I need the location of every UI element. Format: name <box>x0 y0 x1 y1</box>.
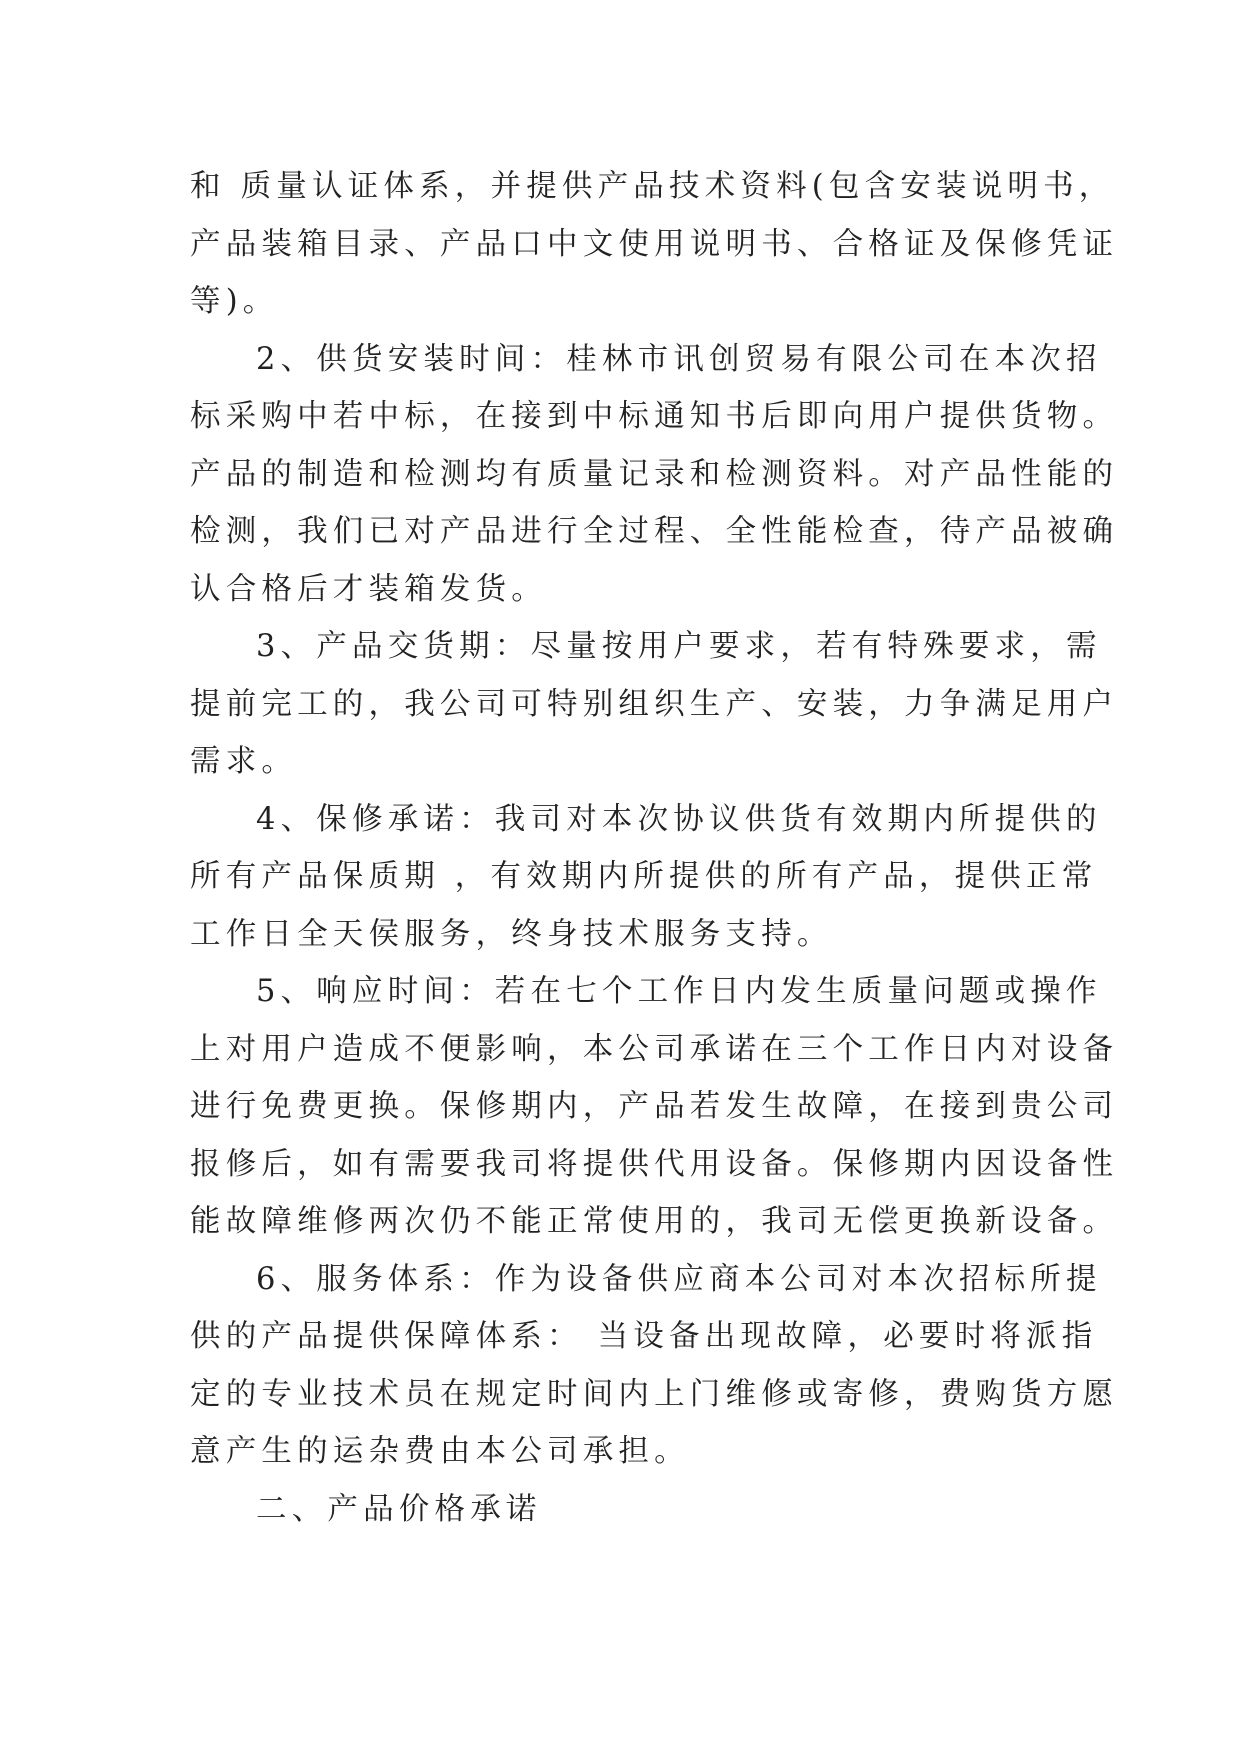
text-line: 能故障维修两次仍不能正常使用的，我司无偿更换新设备。 <box>190 1204 1119 1239</box>
text-line: 3、产品交货期：尽量按用户要求，若有特殊要求，需 <box>256 629 1102 664</box>
text-line: 5、响应时间：若在七个工作日内发生质量问题或操作 <box>256 974 1102 1009</box>
text-line: 报修后，如有需要我司将提供代用设备。保修期内因设备性 <box>190 1146 1119 1182</box>
text-line: 所有产品保质期 ，有效期内所提供的所有产品，提供正常 <box>190 859 1098 894</box>
text-line: 等)。 <box>190 284 279 319</box>
text-line: 工作日全天侯服务，终身技术服务支持。 <box>190 916 833 952</box>
text-line: 2、供货安装时间：桂林市讯创贸易有限公司在本次招 <box>256 341 1102 377</box>
text-line: 4、保修承诺：我司对本次协议供货有效期内所提供的 <box>256 801 1102 837</box>
text-line: 检测，我们已对产品进行全过程、全性能检查，待产品被确 <box>190 514 1119 549</box>
text-line: 产品的制造和检测均有质量记录和检测资料。对产品性能的 <box>190 456 1119 492</box>
text-line: 意产生的运杂费由本公司承担。 <box>190 1434 690 1469</box>
text-line: 定的专业技术员在规定时间内上门维修或寄修，费购货方愿 <box>190 1376 1119 1412</box>
text-line: 6、服务体系：作为设备供应商本公司对本次招标所提 <box>256 1261 1102 1297</box>
text-line: 提前完工的，我公司可特别组织生产、安装，力争满足用户 <box>190 686 1119 722</box>
text-line: 认合格后才装箱发货。 <box>190 571 547 607</box>
text-line: 进行免费更换。保修期内，产品若发生故障，在接到贵公司 <box>190 1089 1119 1124</box>
text-line: 产品装箱目录、产品口中文使用说明书、合格证及保修凭证 <box>190 226 1119 262</box>
text-line: 和 质量认证体系，并提供产品技术资料(包含安装说明书， <box>190 169 1115 204</box>
text-line: 标采购中若中标，在接到中标通知书后即向用户提供货物。 <box>190 399 1119 434</box>
text-line: 上对用户造成不便影响，本公司承诺在三个工作日内对设备 <box>190 1031 1119 1067</box>
text-line: 供的产品提供保障体系： 当设备出现故障，必要时将派指 <box>190 1319 1098 1354</box>
document-body <box>190 158 1119 1538</box>
text-line: 需求。 <box>190 744 298 779</box>
text-line: 二、产品价格承诺 <box>256 1491 542 1527</box>
